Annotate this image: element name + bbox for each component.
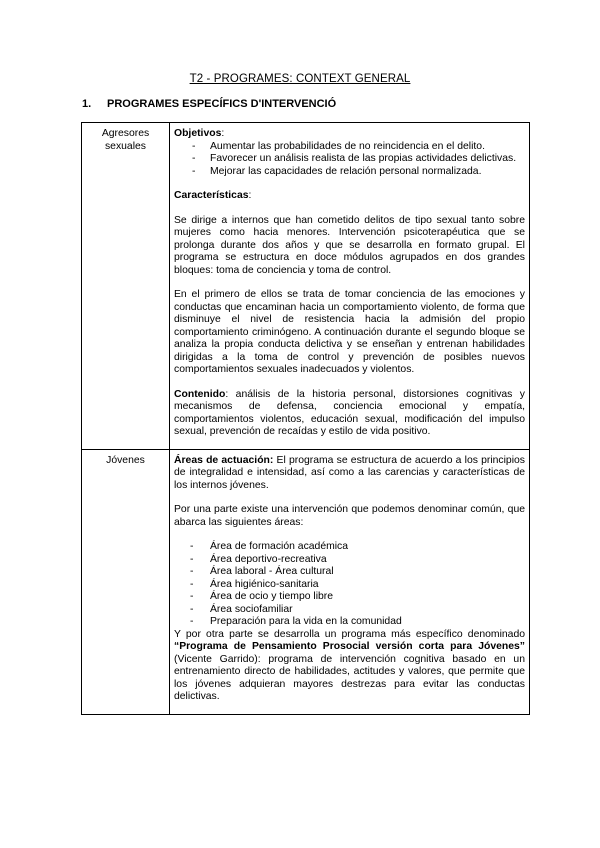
programs-table (81, 122, 530, 715)
specific-program-before: Y por otra parte se desarrolla un programa más específico denominado (174, 628, 525, 640)
objectives-block: Objetivos: - Aumentar las probabilidades de no reincidencia en el delito. - Favorecer un análisis realista de las propias actividades delictivas. - Mejorar las capacidades de relación personal normalizada. (174, 128, 525, 178)
characteristics-heading-block: Características: (174, 190, 252, 201)
areas-list (174, 541, 525, 629)
common-intervention-intro: Por una parte existe una intervención que podemos denominar común, que abarca las siguientes áreas: (174, 504, 525, 528)
table-row-youth (82, 449, 530, 714)
areas-of-action-heading: Áreas de actuación: (174, 454, 274, 466)
section-title: PROGRAMES ESPECÍFICS D'INTERVENCIÓ (107, 98, 337, 110)
row-label-sexual-offenders: Agresores sexuales (82, 123, 170, 450)
list-item: - Área de ocio y tiempo libre (190, 591, 525, 604)
objectives-list (174, 141, 525, 179)
characteristics-heading: Características (174, 190, 249, 201)
list-item: - Área sociofamiliar (190, 604, 525, 617)
areas-of-action-block (174, 455, 525, 493)
row-content-sexual-offenders (170, 123, 530, 450)
list-item: - Área deportivo-recreativa (190, 554, 525, 567)
row-content-youth (170, 449, 530, 714)
list-item: - Área de formación académica (190, 541, 525, 554)
page-title: T2 - PROGRAMES: CONTEXT GENERAL (189, 73, 411, 85)
list-item: - Mejorar las capacidades de relación personal normalizada. (192, 166, 525, 179)
specific-program-name: “Programa de Pensamiento Prosocial versión corta para Jóvenes” (174, 641, 525, 652)
objectives-heading: Objetivos (174, 128, 222, 139)
section-number: 1. (82, 98, 92, 110)
specific-program-paragraph (174, 629, 525, 704)
table-row-sexual-offenders (82, 123, 530, 450)
specific-program-after: (Vicente Garrido): programa de intervención cognitiva basado en un entrenamiento directo de habilidades, actitudes y valores, que permite que los jóvenes adquieran mayores destrezas para evitar las conductas delictivas. (174, 653, 525, 702)
characteristics-paragraph: En el primero de ellos se trata de tomar conciencia de las emociones y conductas que encaminan hacia un comportamiento violento, de forma que disminuye el nivel de resistencia hacia la admisión del propio comportamiento criminógeno. A continuación durante el segundo bloque se analiza la propia conducta delictiva y se enseñan y entrenan habilidades dirigidas a la toma de control y prevención de posibles nuevos comportamientos sexuales inadecuados y violentos. (174, 289, 525, 375)
content-text: : análisis de la historia personal, distorsiones cognitivas y mecanismos de defensa, conciencia emocional y empatía, comportamientos violentos, educación sexual, modificación del impulso sexual, prevención de recaídas y estilo de vida positivo. (174, 388, 525, 437)
list-item: - Favorecer un análisis realista de las propias actividades delictivas. (192, 153, 525, 166)
list-item: - Preparación para la vida en la comunidad (190, 616, 525, 629)
content-block (174, 389, 525, 439)
list-item: - Aumentar las probabilidades de no reincidencia en el delito. (192, 141, 525, 154)
list-item: - Área laboral - Área cultural (190, 566, 525, 579)
list-item: - Área higiénico-sanitaria (190, 579, 525, 592)
row-label-youth: Jóvenes (82, 449, 170, 714)
areas-of-action-text: El programa se estructura de acuerdo a los principios de integralidad e intensidad, así como a las carencias y características de los internos jóvenes. (174, 454, 525, 491)
characteristics-paragraph: Se dirige a internos que han cometido delitos de tipo sexual tanto sobre mujeres como hacia menores. Intervención psicoterapéutica que se prolonga durante dos años y que se desarrolla en formato grupal. El programa se estructura en doce módulos agrupados en dos grandes bloques: toma de conciencia y toma de control. (174, 214, 525, 276)
section-heading (82, 98, 336, 110)
content-heading: Contenido (174, 388, 226, 400)
